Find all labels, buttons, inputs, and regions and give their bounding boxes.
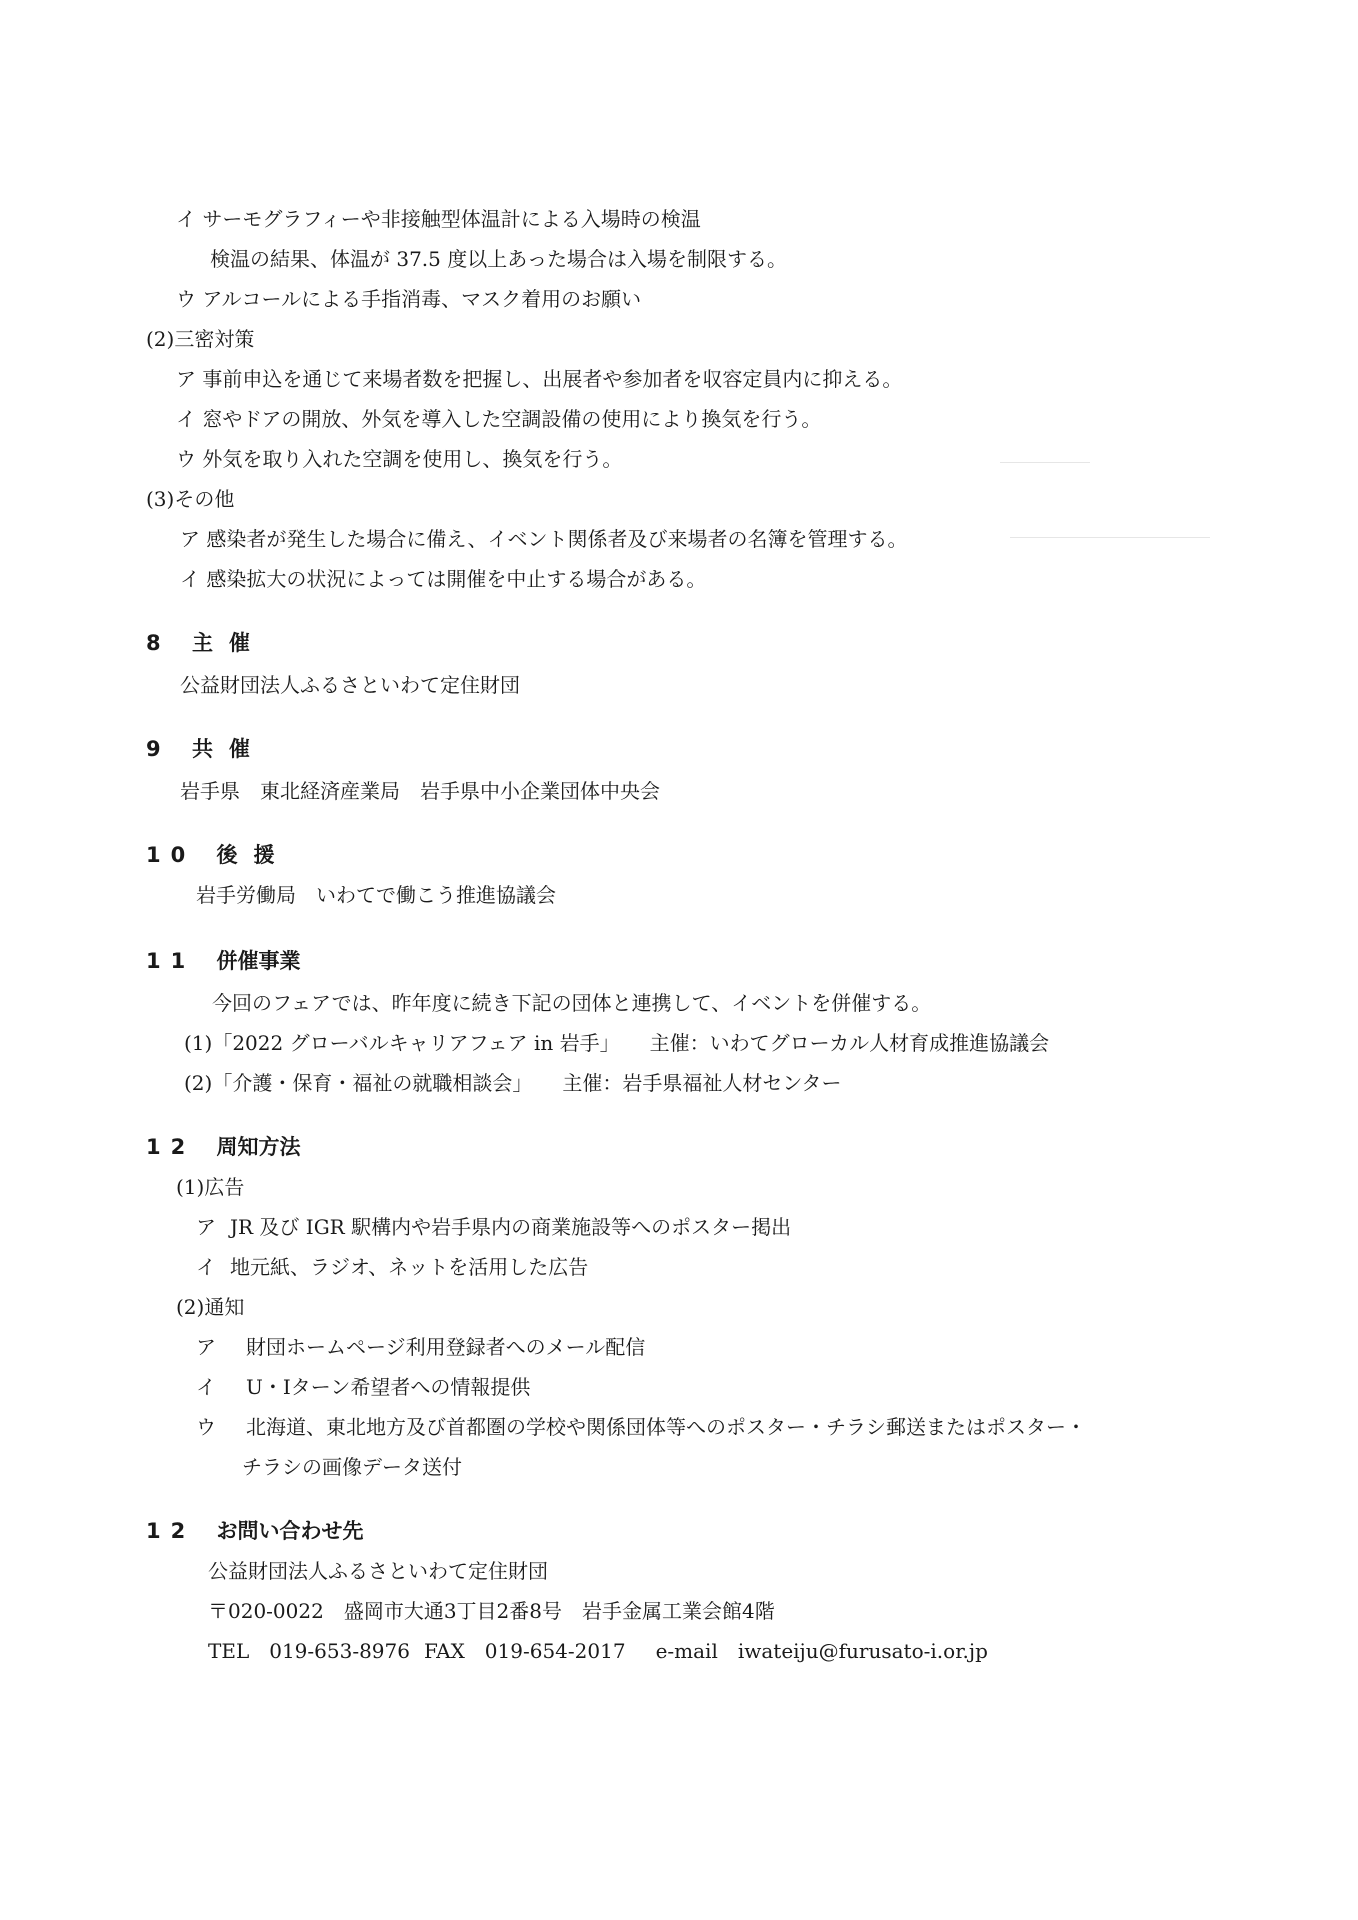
section12-sub2-u-marker: ウ: [196, 1415, 216, 1439]
section12-sub1-label: (1)広告: [176, 1175, 245, 1199]
section12-sub2-i-text: U・Iターン希望者への情報提供: [246, 1375, 531, 1399]
contact-fax: FAX 019-654-2017: [423, 1639, 626, 1663]
section10-number: 10: [146, 843, 196, 867]
contact-title: お問い合わせ先: [216, 1519, 364, 1543]
section11-item2-label: (2)「介護・保育・福祉の就職相談会」: [184, 1071, 533, 1095]
contact-org: 公益財団法人ふるさといわて定住財団: [208, 1559, 548, 1583]
sub2-label: (2)三密対策: [146, 327, 255, 351]
section12-sub2-i-marker: イ: [196, 1375, 216, 1399]
sub2-i-text: 窓やドアの開放、外気を導入した空調設備の使用により換気を行う。: [202, 407, 822, 431]
sub2-a-text: 事前申込を通じて来場者数を把握し、出展者や参加者を収容定員内に抑える。: [202, 367, 903, 391]
sub3-i-text: 感染拡大の状況によっては開催を中止する場合がある。: [206, 567, 707, 591]
sub2-u-marker: ウ: [176, 447, 196, 471]
section12-title: 周知方法: [216, 1135, 301, 1159]
contact-phone-line: [208, 1637, 988, 1665]
contact-heading: [146, 1517, 364, 1545]
section11-intro: 今回のフェアでは、昨年度に続き下記の団体と連携して、イベントを併催する。: [212, 991, 932, 1015]
section8-number: 8: [146, 631, 171, 655]
section9-content: 岩手県 東北経済産業局 岩手県中小企業団体中央会: [180, 779, 660, 803]
measure-i: [176, 205, 701, 233]
measure-i-text: サーモグラフィーや非接触型体温計による入場時の検温: [202, 207, 701, 231]
section9-heading: [146, 735, 266, 763]
section12-number: 12: [146, 1135, 196, 1159]
sub2-u: [176, 445, 622, 473]
section12-sub1-i: [196, 1253, 588, 1281]
measure-i-marker: イ: [176, 207, 196, 231]
sub3-label: (3)その他: [146, 487, 235, 511]
section8-content: 公益財団法人ふるさといわて定住財団: [180, 673, 520, 697]
section11-heading: [146, 947, 301, 975]
section10-title: 後援: [216, 843, 291, 867]
contact-email: e-mail iwateiju@furusato-i.or.jp: [655, 1639, 988, 1663]
contact-number: 12: [146, 1519, 196, 1543]
section9-number: 9: [146, 737, 171, 761]
section12-sub1-a: [196, 1213, 791, 1241]
section8-title: 主催: [191, 631, 266, 655]
section12-sub1-a-text: JR 及び IGR 駅構内や岩手県内の商業施設等へのポスター掲出: [230, 1215, 792, 1239]
section11-item2-host: 主催：岩手県福祉人材センター: [562, 1071, 842, 1095]
section11-item1-label: (1)「2022 グローバルキャリアフェア in 岩手」: [184, 1031, 620, 1055]
section10-content: 岩手労働局 いわてで働こう推進協議会: [196, 883, 556, 907]
sub2-i-marker: イ: [176, 407, 196, 431]
measure-i-detail: 検温の結果、体温が 37.5 度以上あった場合は入場を制限する。: [210, 247, 788, 271]
section9-title: 共催: [191, 737, 266, 761]
sub3-a-text: 感染者が発生した場合に備え、イベント関係者及び来場者の名簿を管理する。: [206, 527, 908, 551]
section12-sub2-label: (2)通知: [176, 1295, 245, 1319]
section12-sub2-i: [196, 1373, 530, 1401]
section11-title: 併催事業: [216, 949, 301, 973]
sub2-i: [176, 405, 821, 433]
sub2-u-text: 外気を取り入れた空調を使用し、換気を行う。: [202, 447, 623, 471]
sub2-a-marker: ア: [176, 367, 196, 391]
section12-sub2-u-cont: チラシの画像データ送付: [242, 1455, 462, 1479]
sub3-a-marker: ア: [180, 527, 200, 551]
contact-address: 〒020-0022 盛岡市大通3丁目2番8号 岩手金属工業会館4階: [208, 1599, 775, 1623]
section12-heading: [146, 1133, 301, 1161]
scan-artifact: [1010, 537, 1210, 538]
measure-u: [176, 285, 641, 313]
section11-item2: [184, 1069, 842, 1097]
contact-tel: TEL 019-653-8976: [208, 1639, 410, 1663]
section12-sub2-a: [196, 1333, 645, 1361]
sub2-a: [176, 365, 902, 393]
measure-u-marker: ウ: [176, 287, 196, 311]
section11-item1-host: 主催：いわてグローカル人材育成推進協議会: [649, 1031, 1050, 1055]
section12-sub2-u-text: 北海道、東北地方及び首都圏の学校や関係団体等へのポスター・チラシ郵送またはポスター・: [246, 1415, 1086, 1439]
scan-artifact: [1000, 462, 1090, 463]
section12-sub1-i-marker: イ: [196, 1255, 216, 1279]
section12-sub2-u: [196, 1413, 1086, 1441]
sub3-i-marker: イ: [180, 567, 200, 591]
sub3-i: [180, 565, 706, 593]
section11-number: 11: [146, 949, 196, 973]
sub3-a: [180, 525, 908, 553]
section8-heading: [146, 629, 266, 657]
section12-sub1-i-text: 地元紙、ラジオ、ネットを活用した広告: [230, 1255, 589, 1279]
measure-u-text: アルコールによる手指消毒、マスク着用のお願い: [202, 287, 642, 311]
section12-sub2-a-text: 財団ホームページ利用登録者へのメール配信: [246, 1335, 646, 1359]
section12-sub2-a-marker: ア: [196, 1335, 216, 1359]
section11-item1: [184, 1029, 1049, 1057]
section12-sub1-a-marker: ア: [196, 1215, 216, 1239]
section10-heading: [146, 841, 291, 869]
